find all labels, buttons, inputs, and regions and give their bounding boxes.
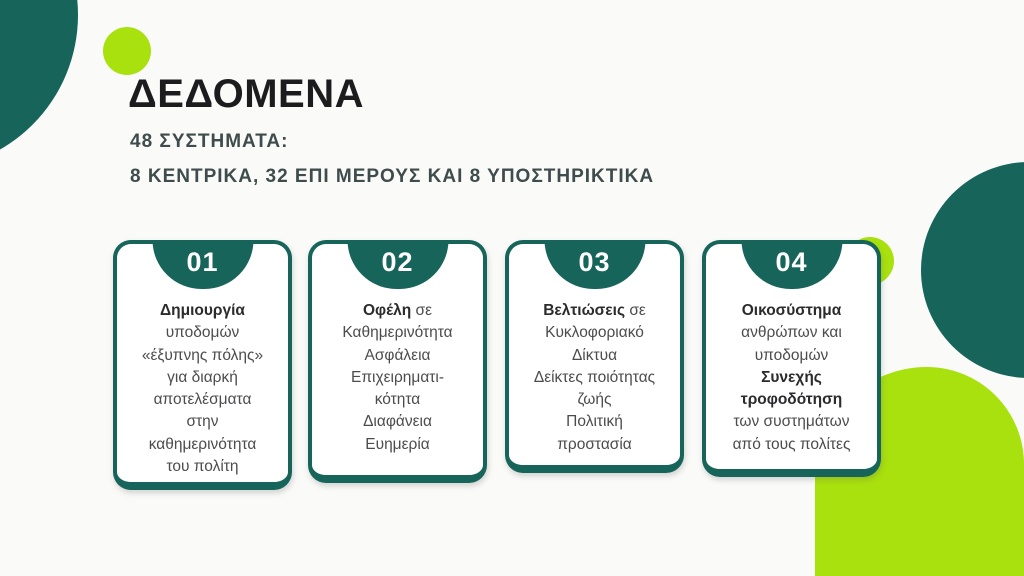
card-text-line: Βελτιώσεις σε bbox=[543, 302, 646, 319]
card-text-line: προστασία bbox=[557, 435, 632, 453]
card-02 bbox=[308, 240, 487, 483]
card-04-number: 04 bbox=[775, 247, 808, 277]
card-03-text bbox=[509, 300, 680, 456]
card-01 bbox=[113, 240, 292, 490]
card-03 bbox=[505, 240, 684, 473]
card-text-line: Πολιτική bbox=[566, 413, 623, 431]
card-text-line: «έξυπνης πόλης» bbox=[141, 346, 264, 364]
card-text-line: των συστημάτων bbox=[733, 413, 850, 431]
slide-title: ΔΕΔΟΜΕΝΑ bbox=[128, 72, 364, 116]
card-text-line: Δίκτυα bbox=[571, 346, 618, 364]
card-02-number-badge bbox=[347, 240, 448, 289]
card-04-text bbox=[706, 300, 877, 456]
card-03-number-badge bbox=[544, 240, 645, 289]
card-text-line: Διαφάνεια bbox=[363, 413, 432, 431]
card-text-line: υποδομών bbox=[165, 324, 240, 342]
card-03-number: 03 bbox=[578, 247, 611, 277]
card-01-number-badge bbox=[152, 240, 253, 289]
card-text-line: κότητα bbox=[374, 391, 421, 409]
card-text-line: ανθρώπων και bbox=[741, 324, 842, 342]
subtitle-line-2: 8 ΚΕΝΤΡΙΚΑ, 32 ΕΠΙ ΜΕΡΟΥΣ ΚΑΙ 8 ΥΠΟΣΤΗΡΙΚΤΙΚΑ bbox=[130, 166, 655, 187]
teal-circle-right-decoration bbox=[921, 162, 1024, 378]
card-text-line: υποδομών bbox=[754, 346, 829, 364]
card-text-line: Συνεχής bbox=[761, 368, 822, 386]
card-text-line: Επιχειρηματι- bbox=[350, 368, 445, 386]
card-text-line: Δημιουργία bbox=[160, 302, 245, 319]
card-text-line: από τους πολίτες bbox=[732, 435, 851, 453]
card-text-line: αποτελέσματα bbox=[153, 391, 252, 409]
card-text-line: καθημερινότητα bbox=[148, 435, 257, 453]
card-04-number-badge bbox=[741, 240, 842, 289]
card-text-line: του πολίτη bbox=[166, 458, 239, 476]
card-text-line: ζωής bbox=[577, 391, 612, 409]
card-text-line: Ευημερία bbox=[365, 435, 430, 453]
card-text-line: στην bbox=[186, 413, 219, 431]
card-04 bbox=[702, 240, 881, 477]
card-text-line: για διαρκή bbox=[167, 368, 238, 386]
card-text-line: Οφέλη σε bbox=[362, 302, 433, 319]
card-text-line: Οικοσύστημα bbox=[741, 302, 842, 319]
teal-circle-top-left-decoration bbox=[0, 0, 78, 170]
slide-subtitle bbox=[130, 124, 654, 194]
card-text-line: Καθημερινότητα bbox=[342, 324, 453, 342]
card-text-line: Δείκτες ποιότητας bbox=[533, 368, 656, 386]
subtitle-line-1: 48 ΣΥΣΤΗΜΑΤΑ: bbox=[130, 131, 289, 152]
card-01-number: 01 bbox=[186, 247, 219, 277]
card-01-text bbox=[117, 300, 288, 478]
card-02-number: 02 bbox=[381, 247, 414, 277]
card-text-line: Κυκλοφοριακό bbox=[545, 324, 644, 342]
card-text-line: τροφοδότηση bbox=[740, 391, 843, 409]
lime-circle-top-left-decoration bbox=[103, 27, 151, 75]
card-02-text bbox=[312, 300, 483, 456]
card-text-line: Ασφάλεια bbox=[364, 346, 431, 364]
